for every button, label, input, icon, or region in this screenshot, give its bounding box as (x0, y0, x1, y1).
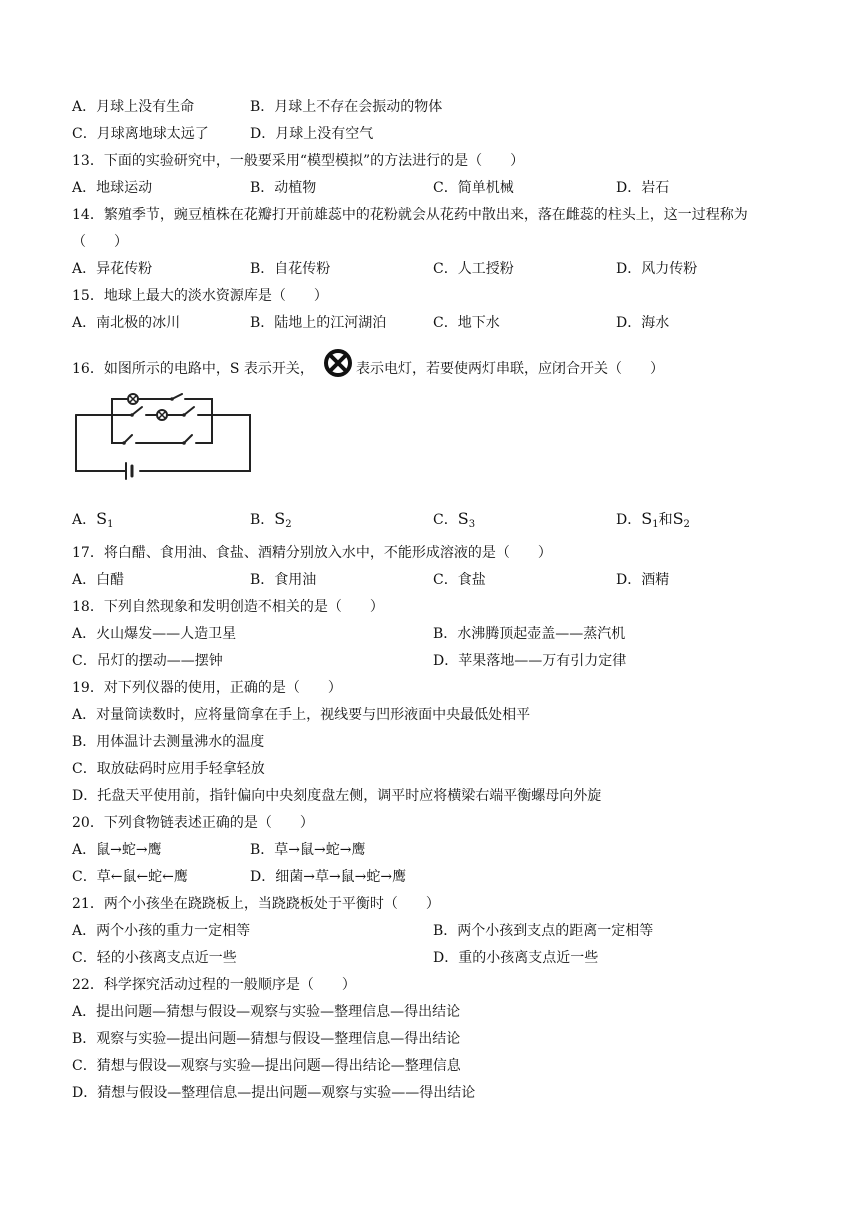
q13-option-a: A．地球运动 (72, 180, 153, 196)
q12-option-d: D．月球上没有空气 (250, 126, 374, 142)
q20-option-a: A．鼠→蛇→鹰 (72, 842, 162, 858)
q18-option-d: D．苹果落地——万有引力定律 (433, 653, 627, 669)
q13-option-c: C．简单机械 (433, 180, 514, 196)
q19-option-a: A．对量筒读数时，应将量筒拿在手上，视线要与凹形液面中央最低处相平 (72, 707, 531, 723)
lamp-symbol-icon (323, 348, 353, 378)
q17-stem-text: 17．将白醋、食用油、食盐、酒精分别放入水中，不能形成溶液的是（ ） (72, 545, 552, 561)
q16-option-c (433, 510, 475, 534)
q16-option-b (250, 510, 292, 534)
q16-option-c-prefix: C． (433, 512, 458, 528)
q16-stem-text-a: 16．如图所示的电路中，S 表示开关， (72, 361, 314, 377)
q16-option-c-sub: 3 (468, 519, 476, 530)
q16-option-a-sub: 1 (107, 519, 114, 530)
q15-stem-text: 15．地球上最大的淡水资源库是（ ） (72, 288, 328, 304)
q15-option-a: A．南北极的冰川 (72, 315, 181, 331)
q14-stem-paren: （ ） (72, 234, 128, 250)
q17-option-d: D．酒精 (616, 572, 670, 588)
q20-option-d: D．细菌→草→鼠→蛇→鹰 (250, 869, 407, 885)
q19-option-b: B．用体温计去测量沸水的温度 (72, 734, 265, 750)
q16-option-a-prefix: A． (72, 512, 97, 528)
q21-option-b: B．两个小孩到支点的距离一定相等 (433, 923, 654, 939)
q16-option-d-sub1: 1 (652, 519, 659, 530)
q16-option-a (72, 510, 113, 534)
q16-option-a-symbol: S (96, 509, 108, 528)
q12-option-b: B．月球上不存在会振动的物体 (250, 99, 443, 115)
q14-option-b: B．自花传粉 (250, 261, 331, 277)
q15-option-c: C．地下水 (433, 315, 500, 331)
q16-option-d (616, 510, 690, 534)
q17-option-a: A．白醋 (72, 572, 125, 588)
q18-option-c: C．吊灯的摆动——摆钟 (72, 653, 223, 669)
q18-option-b: B．水沸腾顶起壶盖——蒸汽机 (433, 626, 626, 642)
q19-option-c: C．取放砝码时应用手轻拿轻放 (72, 761, 265, 777)
q22-stem-text: 22．科学探究活动过程的一般顺序是（ ） (72, 977, 356, 993)
q16-option-b-prefix: B． (250, 512, 275, 528)
q12-option-c: C．月球离地球太远了 (72, 126, 209, 142)
q22-option-c: C．猜想与假设—观察与实验—提出问题—得出结论—整理信息 (72, 1058, 461, 1074)
q22-option-d: D．猜想与假设—整理信息—提出问题—观察与实验——得出结论 (72, 1085, 476, 1101)
q14-option-d: D．风力传粉 (616, 261, 698, 277)
q17-option-b: B．食用油 (250, 572, 317, 588)
q18-option-a: A．火山爆发——人造卫星 (72, 626, 237, 642)
circuit-diagram-icon (72, 393, 254, 481)
q16-option-b-sub: 2 (285, 519, 292, 530)
q22-option-b: B．观察与实验—提出问题—猜想与假设—整理信息—得出结论 (72, 1031, 461, 1047)
q13-option-b: B．动植物 (250, 180, 317, 196)
q16-option-d-prefix: D． (616, 512, 642, 528)
q20-option-c: C．草←鼠←蛇←鹰 (72, 869, 188, 885)
q17-option-c: C．食盐 (433, 572, 486, 588)
q20-stem-text: 20．下列食物链表述正确的是（ ） (72, 815, 314, 831)
q16-option-b-symbol: S (274, 509, 286, 528)
q22-option-a: A．提出问题—猜想与假设—观察与实验—整理信息—得出结论 (72, 1004, 461, 1020)
q13-option-d: D．岩石 (616, 180, 670, 196)
q21-option-c: C．轻的小孩离支点近一些 (72, 950, 237, 966)
q14-option-a: A．异花传粉 (72, 261, 153, 277)
q16-stem-text-b: 表示电灯，若要使两灯串联，应闭合开关（ ） (356, 361, 664, 377)
q20-option-b: B．草→鼠→蛇→鹰 (250, 842, 366, 858)
q14-option-c: C．人工授粉 (433, 261, 514, 277)
q15-option-b: B．陆地上的江河湖泊 (250, 315, 387, 331)
q19-option-d: D．托盘天平使用前，指针偏向中央刻度盘左侧，调平时应将横梁右端平衡螺母向外旋 (72, 788, 602, 804)
q16-option-c-symbol: S (457, 509, 469, 528)
q13-stem-text: 13．下面的实验研究中，一般要采用“模型模拟”的方法进行的是（ ） (72, 153, 525, 169)
q16-option-d-and: 和 (658, 512, 673, 528)
q19-stem-text: 19．对下列仪器的使用，正确的是（ ） (72, 680, 342, 696)
q15-option-d: D．海水 (616, 315, 670, 331)
q16-option-d-symbol1: S (641, 509, 653, 528)
q14-stem-text: 14．繁殖季节，豌豆植株在花瓣打开前雄蕊中的花粉就会从花药中散出来，落在雌蕊的柱头上，这一过程称为 (72, 207, 748, 223)
q18-stem-text: 18．下列自然现象和发明创造不相关的是（ ） (72, 599, 384, 615)
q21-stem-text: 21．两个小孩坐在跷跷板上，当跷跷板处于平衡时（ ） (72, 896, 440, 912)
q21-option-a: A．两个小孩的重力一定相等 (72, 923, 251, 939)
q16-option-d-symbol2: S (672, 509, 684, 528)
q12-option-a: A．月球上没有生命 (72, 99, 195, 115)
q16-option-d-sub2: 2 (683, 519, 690, 530)
q21-option-d: D．重的小孩离支点近一些 (433, 950, 599, 966)
